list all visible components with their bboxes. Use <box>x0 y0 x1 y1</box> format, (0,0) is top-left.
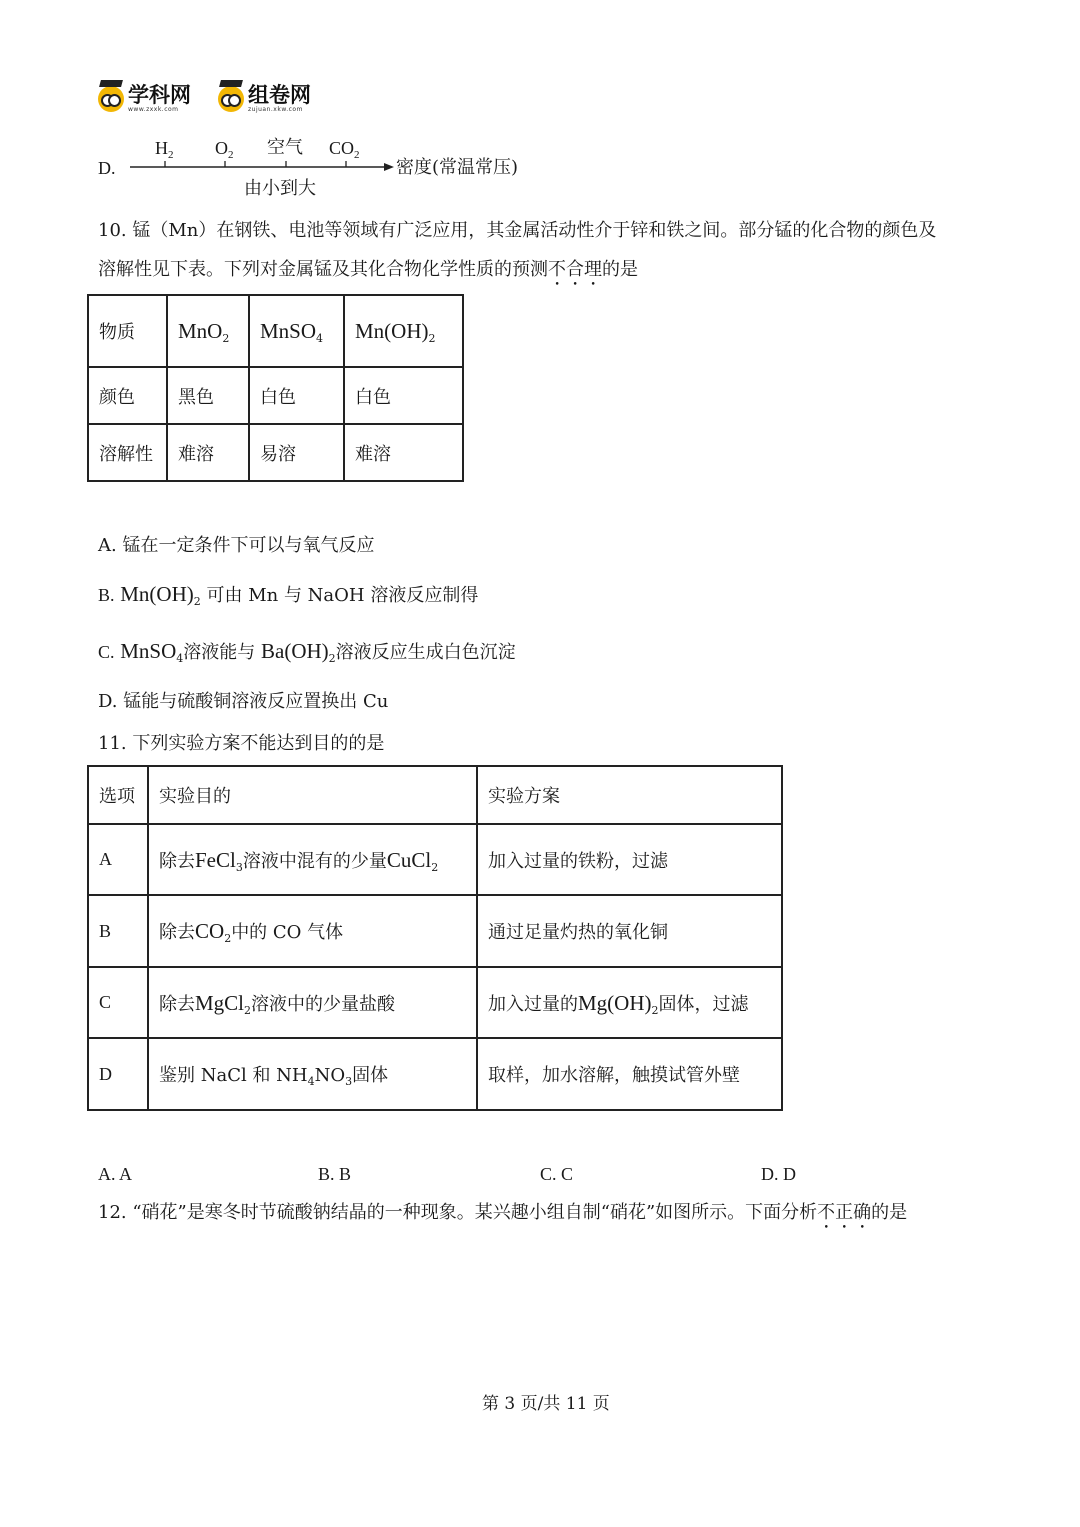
option-b: B. $Mn(OH)_2$ 可由 Mn 与 NaOH 溶液反应制得 <box>98 582 479 608</box>
table-cell: 除去MgCl$_2$溶液中的少量盐酸 <box>148 967 477 1038</box>
table-cell: 白色 <box>344 367 463 424</box>
emphasis-text: 不合理 <box>548 259 602 280</box>
table-cell: 难溶 <box>344 424 463 481</box>
experiment-table <box>87 765 783 1111</box>
table-cell: 鉴别 NaCl 和 $NH_4NO_3$固体 <box>148 1038 477 1110</box>
choice-d: D. D <box>761 1164 796 1184</box>
table-cell: 除去$CO_2$中的 CO 气体 <box>148 895 477 967</box>
gas-label: $H_2$ <box>155 138 174 161</box>
gas-label: 空气 <box>267 137 303 158</box>
table-header: 选项 <box>88 766 148 824</box>
table-cell: 白色 <box>249 367 344 424</box>
table-cell: 除去FeCl$_3$溶液中混有的少量CuCl$_2$ <box>148 824 477 895</box>
logo-name: 学科网 <box>128 83 191 107</box>
table-cell: $Mn(OH)_2$ <box>344 295 463 367</box>
owl-mascot-icon <box>218 86 244 112</box>
logo-name: 组卷网 <box>248 83 311 107</box>
logo-zxxk <box>98 84 191 113</box>
table-cell: A <box>88 824 148 895</box>
emphasis-text: 不正确 <box>817 1202 872 1223</box>
axis-label: 密度(常温常压) <box>396 157 519 178</box>
table-cell: 易溶 <box>249 424 344 481</box>
table-cell: 加入过量的铁粉，过滤 <box>477 824 782 895</box>
axis-direction: 由小到大 <box>244 178 316 199</box>
table-row <box>88 967 782 1038</box>
question-10-stem-line2: 溶解性见下表。下列对金属锰及其化合物化学性质的预测不合理的是 <box>98 259 638 280</box>
stem-line: 10. 锰（Mn）在钢铁、电池等领域有广泛应用，其金属活动性介于锌和铁之间。部分锰的化合物的颜色及 <box>98 220 937 241</box>
table-cell: MnO$_2$ <box>167 295 249 367</box>
table-cell: 物质 <box>88 295 167 367</box>
table-cell: 取样，加水溶解，触摸试管外壁 <box>477 1038 782 1110</box>
table-cell: 黑色 <box>167 367 249 424</box>
option-d: D. 锰能与硫酸铜溶液反应置换出 Cu <box>98 691 389 712</box>
page-number: 第 3 页/共 11 页 <box>482 1394 610 1414</box>
table-cell: 通过足量灼热的氧化铜 <box>477 895 782 967</box>
owl-mascot-icon <box>98 86 124 112</box>
table-row <box>88 895 782 967</box>
table-row <box>88 824 782 895</box>
table-cell: 加入过量的$Mg(OH)_2$固体，过滤 <box>477 967 782 1038</box>
table-cell: 溶解性 <box>88 424 167 481</box>
choice-b: B. B <box>318 1164 352 1184</box>
logo-zujuan <box>218 84 311 113</box>
table-header: 实验目的 <box>148 766 477 824</box>
gas-label: $O_2$ <box>215 138 234 161</box>
question-11-stem: 11. 下列实验方案不能达到目的的是 <box>98 733 385 754</box>
choice-c: C. C <box>540 1164 574 1184</box>
option-letter: D. <box>98 158 116 178</box>
choice-a: A. A <box>98 1164 133 1184</box>
logo-url: zujuan.xkw.com <box>248 106 303 113</box>
table-cell: 难溶 <box>167 424 249 481</box>
gas-label: $CO_2$ <box>329 138 360 161</box>
option-a: A. 锰在一定条件下可以与氧气反应 <box>98 535 375 556</box>
option-c: C. MnSO$_4$溶液能与 $Ba(OH)_2$溶液反应生成白色沉淀 <box>98 639 516 665</box>
properties-table <box>87 294 464 482</box>
table-cell: C <box>88 967 148 1038</box>
table-header: 实验方案 <box>477 766 782 824</box>
table-cell: MnSO$_4$ <box>249 295 344 367</box>
table-cell: B <box>88 895 148 967</box>
table-cell: D <box>88 1038 148 1110</box>
table-cell: 颜色 <box>88 367 167 424</box>
table-row <box>88 1038 782 1110</box>
question-10-stem <box>98 219 936 243</box>
logo-url: www.zxxk.com <box>128 106 179 113</box>
question-12-stem: 12. “硝花”是寒冬时节硫酸钠结晶的一种现象。某兴趣小组自制“硝花”如图所示。下面分析不正确的是 <box>98 1202 908 1223</box>
